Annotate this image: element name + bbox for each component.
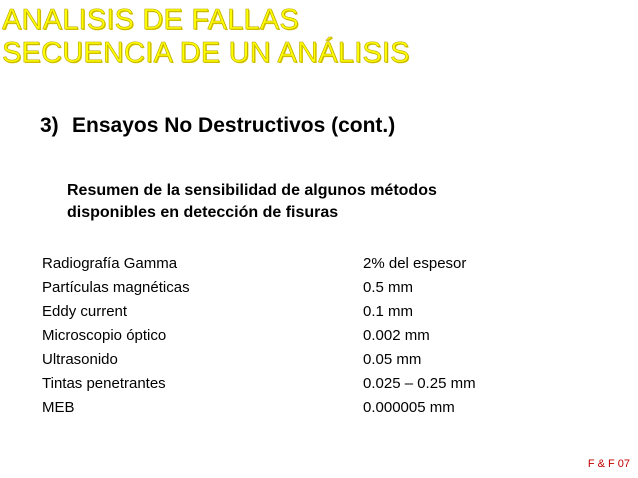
footer-tag: F & F 07 (587, 458, 630, 470)
sensitivity-table (42, 252, 562, 420)
section-heading-text: Ensayos No Destructivos (cont.) (72, 114, 396, 137)
table-row (42, 348, 562, 372)
sensitivity-value: 0.05 mm (363, 351, 422, 368)
sensitivity-value: 0.000005 mm (363, 399, 455, 416)
sensitivity-value: 0.5 mm (363, 279, 414, 296)
method-name: Partículas magnéticas (42, 279, 190, 296)
table-row (42, 396, 562, 420)
sensitivity-value: 0.1 mm (363, 303, 414, 320)
method-name: MEB (42, 399, 75, 416)
sensitivity-value: 0.025 – 0.25 mm (363, 375, 476, 392)
title-line-1: ANALISIS DE FALLAS (2, 4, 299, 36)
summary-text (67, 180, 547, 224)
summary-line-1: Resumen de la sensibilidad de algunos métodos (67, 182, 437, 199)
method-name: Microscopio óptico (42, 327, 167, 344)
method-name: Eddy current (42, 303, 128, 320)
table-row (42, 300, 562, 324)
section-heading (40, 114, 395, 138)
title-line-2: SECUENCIA DE UN ANÁLISIS (2, 37, 410, 69)
summary-line-2: disponibles en detección de fisuras (67, 204, 339, 221)
table-row (42, 276, 562, 300)
section-number: 3) (40, 114, 59, 137)
slide-title (2, 4, 622, 70)
table-row (42, 372, 562, 396)
method-name: Tintas penetrantes (42, 375, 166, 392)
sensitivity-value: 2% del espesor (363, 255, 467, 272)
method-name: Ultrasonido (42, 351, 118, 368)
table-row (42, 324, 562, 348)
sensitivity-value: 0.002 mm (363, 327, 430, 344)
method-name: Radiografía Gamma (42, 255, 178, 272)
table-row (42, 252, 562, 276)
